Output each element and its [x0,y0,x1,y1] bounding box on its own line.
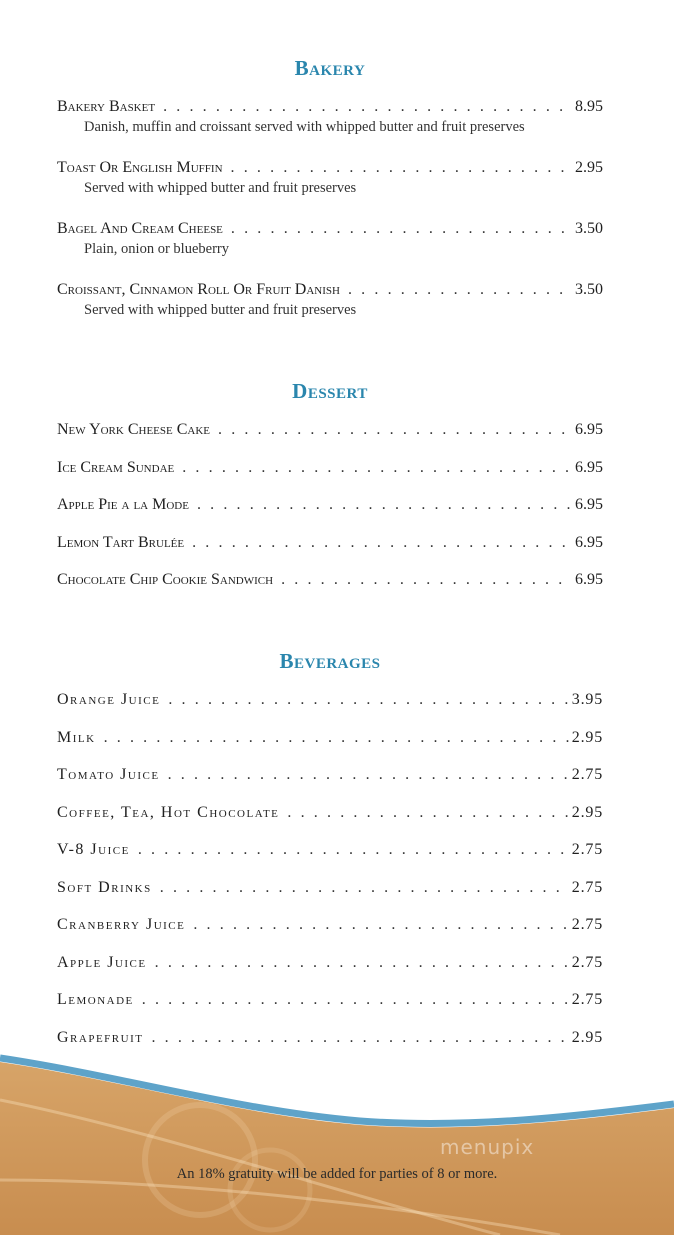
item-name: Tomato Juice [57,766,160,783]
gratuity-note: An 18% gratuity will be added for parties of 8 or more. [176,1166,498,1182]
item-name: Lemonade [57,991,134,1008]
menu-item [57,765,603,803]
item-name: New York Cheese Cake [57,421,211,438]
item-name: Bakery Basket [57,98,156,115]
item-price: 6.95 [575,496,603,513]
dessert-heading: Dessert [292,379,368,403]
item-price: 8.95 [575,98,603,115]
item-name: Soft Drinks [57,878,152,896]
dot-leader [348,280,572,300]
item-price: 2.95 [575,159,603,176]
watermark-text: menupix [440,1135,535,1159]
item-name: Toast Or English Muffin [57,159,223,176]
item-price: 2.75 [571,841,603,858]
item-price: 3.50 [575,281,603,298]
menu-item [57,280,603,341]
dot-leader [104,728,569,748]
menu-item [57,158,603,219]
item-price: 3.95 [571,691,603,708]
item-name: Chocolate Chip Cookie Sandwich [57,571,274,588]
item-price: 2.75 [571,991,603,1008]
item-name: Lemon Tart Brulée [57,533,185,551]
dot-leader [142,990,569,1010]
dot-leader [168,765,569,785]
dot-leader [281,570,572,590]
menu-item [57,458,603,496]
item-name: Orange Juice [57,691,161,708]
dot-leader [287,803,568,823]
item-name: Milk [57,728,96,746]
dot-leader [231,158,572,178]
menu-item [57,990,603,1028]
menu-item [57,690,603,728]
item-price: 2.75 [571,953,603,971]
item-name: Bagel And Cream Cheese [57,220,223,237]
menu-item [57,570,603,608]
bakery-section [57,55,603,341]
item-price: 2.95 [571,728,603,746]
menu-item [57,533,603,571]
dot-leader [168,690,568,710]
dot-leader [192,533,572,553]
menu-item [57,915,603,953]
beverages-heading: Beverages [279,649,381,673]
item-name: Coffee, Tea, Hot Chocolate [57,803,280,821]
item-name: Croissant, Cinnamon Roll Or Fruit Danish [57,281,340,298]
dot-leader [155,953,569,973]
menu-item [57,953,603,991]
item-name: Ice Cream Sundae [57,458,175,476]
item-name: Apple Juice [57,953,147,971]
item-name: Apple Pie a la Mode [57,496,189,513]
item-price: 3.50 [575,220,603,237]
item-description: Danish, muffin and croissant served with whipped butter and fruit preserves [84,119,525,135]
menu-item [57,420,603,458]
item-name: Cranberry Juice [57,916,186,933]
menu-item [57,803,603,841]
menu-item [57,878,603,916]
footer-band [0,1040,674,1235]
dot-leader [182,458,572,478]
item-description: Served with whipped butter and fruit preserves [84,302,357,318]
item-price: 2.95 [571,803,603,821]
item-price: 6.95 [575,571,603,588]
dot-leader [197,495,572,515]
wave-background [0,1040,674,1235]
menu-item [57,728,603,766]
dot-leader [160,878,569,898]
item-price: 6.95 [575,421,603,438]
item-price: 2.75 [571,878,603,896]
menu-item [57,219,603,280]
item-price: 6.95 [575,533,603,551]
menu-item [57,97,603,158]
item-description: Plain, onion or blueberry [84,241,229,257]
dot-leader [193,915,568,935]
dot-leader [163,97,572,117]
tan-wave [0,1062,674,1235]
bakery-heading: Bakery [294,56,366,80]
item-price: 2.75 [571,766,603,783]
item-name: Grapefruit [57,1028,144,1046]
item-price: 6.95 [575,458,603,476]
dessert-section [57,378,603,608]
beverages-section [57,648,603,1065]
item-price: 2.75 [571,916,603,933]
item-description: Served with whipped butter and fruit preserves [84,180,357,196]
dot-leader [218,420,572,440]
dot-leader [231,219,572,239]
item-name: V-8 Juice [57,841,130,858]
menu-item [57,495,603,533]
item-price: 2.95 [571,1028,603,1046]
dot-leader [138,840,569,860]
menu-item [57,840,603,878]
